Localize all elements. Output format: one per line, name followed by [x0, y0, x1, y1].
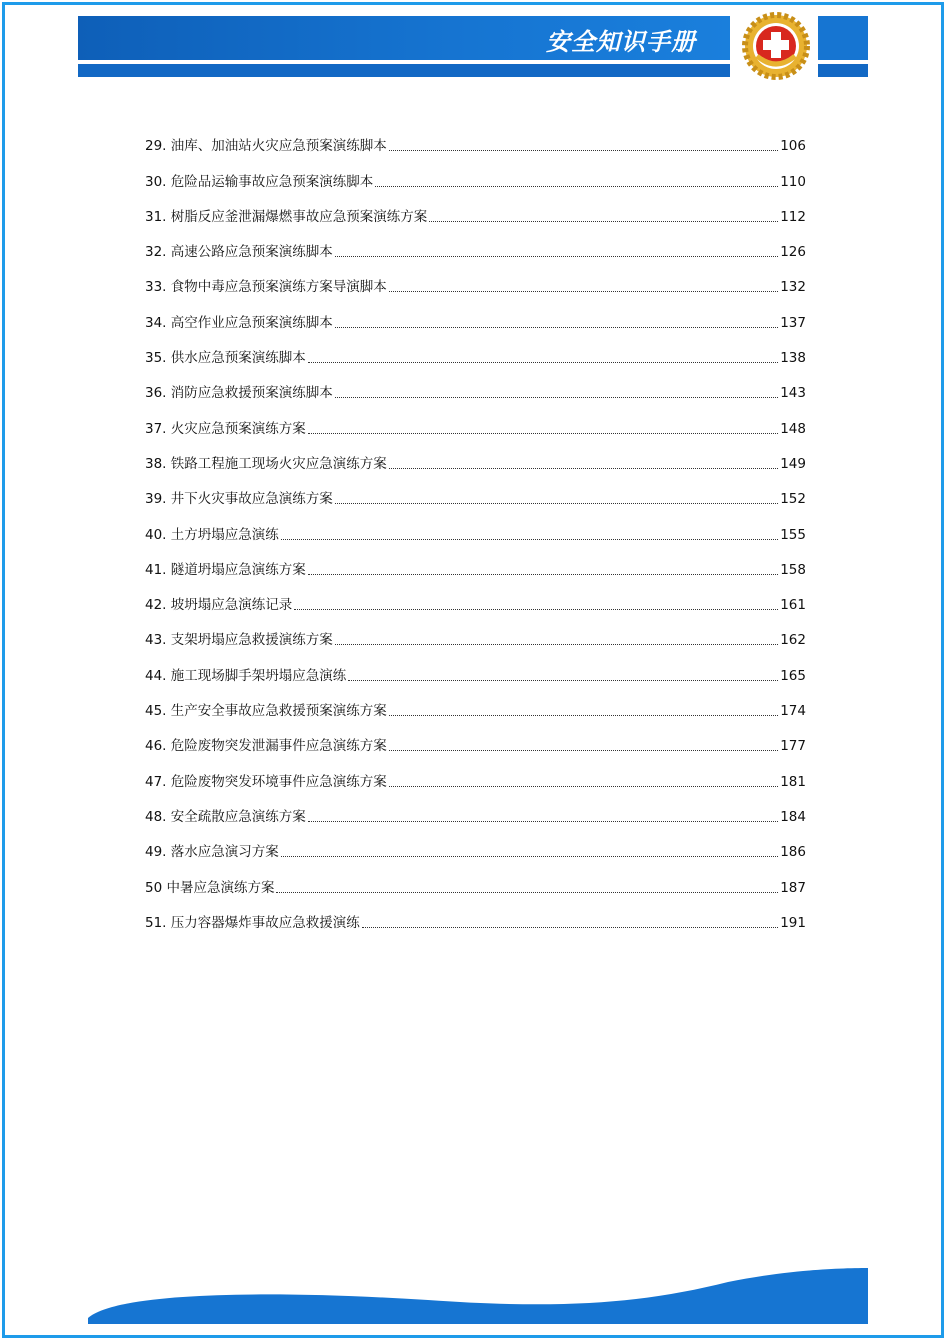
toc-entry-title: 38. 铁路工程施工现场火灾应急演练方案	[145, 455, 387, 472]
toc-entry[interactable]	[145, 155, 806, 190]
toc-leader-dots	[335, 502, 778, 504]
toc-entry-page: 138	[780, 350, 806, 367]
toc-leader-dots	[281, 538, 778, 540]
footer-wave	[88, 1262, 868, 1324]
toc-entry-title: 31. 树脂反应釜泄漏爆燃事故应急预案演练方案	[145, 208, 428, 225]
toc-leader-dots	[375, 185, 778, 187]
toc-leader-dots	[362, 926, 778, 928]
toc-entry[interactable]	[145, 826, 806, 861]
toc-entry[interactable]	[145, 614, 806, 649]
toc-entry-title: 45. 生产安全事故应急救援预案演练方案	[145, 703, 387, 720]
toc-entry-page: 106	[780, 138, 806, 155]
toc-entry[interactable]	[145, 685, 806, 720]
toc-entry-page: 162	[780, 632, 806, 649]
toc-entry-page: 152	[780, 491, 806, 508]
toc-leader-dots	[348, 679, 778, 681]
toc-leader-dots	[335, 326, 778, 328]
toc-entry-page: 143	[780, 385, 806, 402]
toc-entry-page: 110	[780, 173, 806, 190]
toc-leader-dots	[389, 749, 778, 751]
toc-entry-page: 191	[780, 914, 806, 931]
toc-entry-page: 187	[780, 879, 806, 896]
toc-entry-title: 40. 土方坍塌应急演练	[145, 526, 279, 543]
toc-leader-dots	[335, 396, 778, 398]
toc-entry[interactable]	[145, 579, 806, 614]
toc-entry[interactable]	[145, 261, 806, 296]
toc-leader-dots	[308, 361, 778, 363]
toc-leader-dots	[276, 891, 778, 893]
toc-entry-page: 112	[780, 208, 806, 225]
toc-entry[interactable]	[145, 508, 806, 543]
toc-entry-page: 177	[780, 738, 806, 755]
toc-entry-page: 165	[780, 667, 806, 684]
table-of-contents	[145, 120, 806, 932]
toc-leader-dots	[389, 714, 778, 716]
toc-entry-page: 148	[780, 420, 806, 437]
toc-entry-title: 34. 高空作业应急预案演练脚本	[145, 314, 333, 331]
toc-entry-title: 47. 危险废物突发环境事件应急演练方案	[145, 773, 387, 790]
emblem-cross-horizontal	[763, 40, 789, 50]
toc-entry[interactable]	[145, 544, 806, 579]
toc-entry-page: 137	[780, 314, 806, 331]
toc-leader-dots	[429, 220, 778, 222]
toc-entry-page: 186	[780, 844, 806, 861]
toc-entry[interactable]	[145, 226, 806, 261]
toc-entry[interactable]	[145, 402, 806, 437]
toc-entry-title: 48. 安全疏散应急演练方案	[145, 808, 306, 825]
toc-leader-dots	[389, 149, 778, 151]
toc-leader-dots	[308, 432, 778, 434]
header-right-strip	[818, 64, 868, 77]
toc-entry-page: 126	[780, 244, 806, 261]
toc-entry[interactable]	[145, 755, 806, 790]
toc-entry[interactable]	[145, 438, 806, 473]
toc-entry[interactable]	[145, 367, 806, 402]
toc-entry[interactable]	[145, 191, 806, 226]
toc-entry-title: 51. 压力容器爆炸事故应急救援演练	[145, 914, 360, 931]
toc-entry-page: 161	[780, 597, 806, 614]
header-banner	[78, 16, 730, 60]
toc-entry[interactable]	[145, 120, 806, 155]
toc-leader-dots	[389, 290, 778, 292]
toc-entry-title: 30. 危险品运输事故应急预案演练脚本	[145, 173, 374, 190]
header-right-block	[818, 16, 868, 60]
toc-entry-title: 42. 坡坍塌应急演练记录	[145, 597, 293, 614]
toc-leader-dots	[281, 855, 778, 857]
toc-leader-dots	[389, 785, 778, 787]
toc-entry-title: 43. 支架坍塌应急救援演练方案	[145, 632, 333, 649]
toc-entry-page: 132	[780, 279, 806, 296]
toc-leader-dots	[308, 573, 778, 575]
toc-entry-page: 158	[780, 561, 806, 578]
toc-leader-dots	[308, 820, 778, 822]
toc-entry-page: 184	[780, 808, 806, 825]
toc-entry-title: 35. 供水应急预案演练脚本	[145, 350, 306, 367]
toc-leader-dots	[389, 467, 778, 469]
toc-entry-title: 49. 落水应急演习方案	[145, 844, 279, 861]
toc-leader-dots	[294, 608, 778, 610]
toc-entry[interactable]	[145, 720, 806, 755]
toc-entry-title: 33. 食物中毒应急预案演练方案导演脚本	[145, 279, 387, 296]
toc-entry[interactable]	[145, 473, 806, 508]
toc-entry-title: 41. 隧道坍塌应急演练方案	[145, 561, 306, 578]
toc-entry-title: 32. 高速公路应急预案演练脚本	[145, 244, 333, 261]
header-title: 安全知识手册	[546, 28, 696, 56]
toc-entry[interactable]	[145, 296, 806, 331]
toc-entry-page: 174	[780, 703, 806, 720]
toc-entry-title: 50 中暑应急演练方案	[145, 879, 275, 896]
toc-entry[interactable]	[145, 897, 806, 932]
safety-emblem-icon	[737, 12, 815, 80]
toc-entry[interactable]	[145, 649, 806, 684]
toc-entry-title: 44. 施工现场脚手架坍塌应急演练	[145, 667, 347, 684]
toc-entry-page: 155	[780, 526, 806, 543]
toc-entry-title: 39. 井下火灾事故应急演练方案	[145, 491, 333, 508]
toc-leader-dots	[335, 643, 778, 645]
toc-leader-dots	[335, 255, 778, 257]
toc-entry[interactable]	[145, 861, 806, 896]
toc-entry-title: 29. 油库、加油站火灾应急预案演练脚本	[145, 138, 387, 155]
toc-entry-title: 36. 消防应急救援预案演练脚本	[145, 385, 333, 402]
toc-entry-title: 37. 火灾应急预案演练方案	[145, 420, 306, 437]
toc-entry-page: 149	[780, 455, 806, 472]
header-bottom-strip	[78, 64, 730, 77]
toc-entry-page: 181	[780, 773, 806, 790]
toc-entry[interactable]	[145, 791, 806, 826]
toc-entry-title: 46. 危险废物突发泄漏事件应急演练方案	[145, 738, 387, 755]
toc-entry[interactable]	[145, 332, 806, 367]
